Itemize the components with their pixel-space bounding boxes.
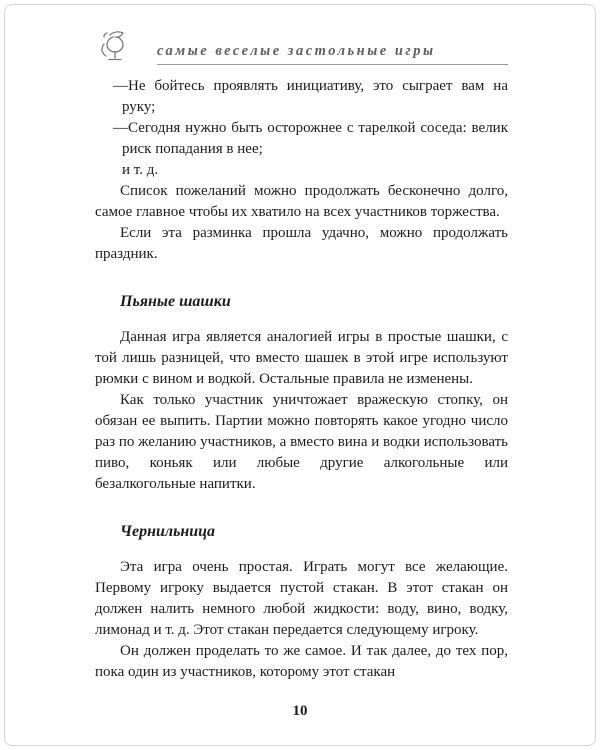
dialogue-item-etc: и т. д. <box>122 162 159 178</box>
goblet-icon <box>95 28 131 69</box>
paragraph: Он должен проделать то же самое. И так далее, до тех пор, пока один из участников, которому этот стакан <box>95 643 508 680</box>
section-heading-pyanye-shashki: Пьяные шашки <box>120 293 231 310</box>
paragraph: Эта игра очень простая. Играть могут все желающие. Первому игроку выдается пустой стакан. В этот стакан он должен налить немного любой жидкости: воду, вино, водку, лимонад и т. д. Этот стакан передается следующему игроку. <box>95 559 508 638</box>
page-footer <box>0 702 600 720</box>
paragraph: Как только участник уничтожает вражескую стопку, он обязан ее выпить. Партии можно повторять какое угодно число раз по желанию участников, а вместо вина и водки использовать пиво, коньяк или любые другие алкогольные или безалкогольные напитки. <box>95 392 508 492</box>
paragraph: Список пожеланий можно продолжать бесконечно долго, самое главное чтобы их хватило на всех участников торжества. <box>95 183 508 220</box>
dialogue-item: —Сегодня нужно быть осторожнее с тарелкой соседа: велик риск попадания в нее; <box>113 120 508 157</box>
page-header <box>95 28 508 65</box>
paragraph: Данная игра является аналогией игры в простые шашки, с той лишь разницей, что вместо шашек в этой игре используют рюмки с вином и водкой. Остальные правила не изменены. <box>95 329 508 387</box>
paragraph: Если эта разминка прошла удачно, можно продолжать праздник. <box>95 225 508 262</box>
section-heading-chernilnitsa: Чернильница <box>120 523 216 540</box>
page-content <box>95 76 508 683</box>
running-title: самые веселые застольные игры <box>157 43 436 59</box>
running-title-rule <box>157 43 508 65</box>
dialogue-item: —Не бойтесь проявлять инициативу, это сыграет вам на руку; <box>113 78 508 115</box>
page-number: 10 <box>292 703 308 719</box>
